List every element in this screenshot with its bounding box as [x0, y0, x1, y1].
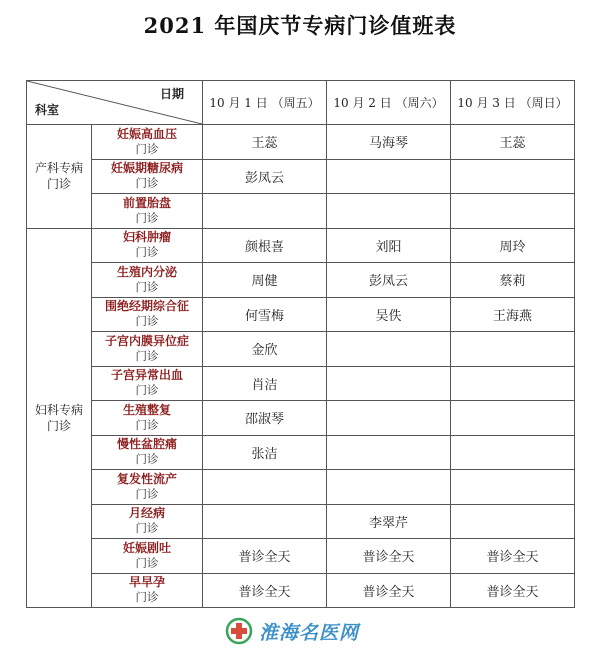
doctor-cell-day-2: [327, 470, 451, 505]
clinic-cell: [92, 435, 203, 470]
clinic-name: 复发性流产: [116, 471, 177, 486]
doctor-cell-day-1: 金欣: [203, 332, 327, 367]
clinic-cell: [92, 573, 203, 608]
clinic-subtitle: 门诊: [135, 279, 159, 294]
clinic-name: 子宫异常出血: [110, 368, 183, 383]
page-title: 2021 年国庆节专病门诊值班表: [143, 13, 457, 38]
clinic-name: 生殖内分泌: [116, 264, 177, 279]
doctor-cell-day-2: 刘阳: [327, 228, 451, 263]
doctor-cell-day-3: 普诊全天: [451, 573, 575, 608]
doctor-cell-day-1: [203, 194, 327, 229]
doctor-cell-day-3: [451, 504, 575, 539]
doctor-cell-day-2: 吴佚: [327, 297, 451, 332]
department-name-line2: 门诊: [46, 418, 71, 433]
clinic-cell: [92, 125, 203, 160]
department-column-label: 科室: [35, 103, 60, 117]
watermark-text: 淮海名医网: [259, 621, 360, 644]
clinic-cell: [92, 539, 203, 574]
table-row: [27, 228, 575, 263]
doctor-cell-day-1: 张洁: [203, 435, 327, 470]
header-corner-cell: [27, 81, 203, 125]
clinic-subtitle: 门诊: [135, 176, 159, 191]
clinic-cell: [92, 194, 203, 229]
clinic-name: 围绝经期综合征: [104, 299, 189, 314]
doctor-cell-day-2: 李翠芹: [327, 504, 451, 539]
clinic-name: 早早孕: [128, 575, 165, 590]
doctor-cell-day-1: 王蕊: [203, 125, 327, 160]
clinic-subtitle: 门诊: [135, 245, 159, 260]
clinic-cell: [92, 228, 203, 263]
clinic-cell: [92, 297, 203, 332]
clinic-subtitle: 门诊: [135, 314, 159, 329]
table-row: [27, 470, 575, 505]
clinic-name: 妊娠期糖尿病: [110, 161, 183, 176]
clinic-cell: [92, 504, 203, 539]
clinic-subtitle: 门诊: [135, 486, 159, 501]
watermark: [225, 616, 359, 646]
clinic-subtitle: 门诊: [135, 521, 159, 536]
clinic-subtitle: 门诊: [135, 452, 159, 467]
table-row: [27, 366, 575, 401]
doctor-cell-day-2: 马海琴: [327, 125, 451, 160]
doctor-cell-day-1: 普诊全天: [203, 573, 327, 608]
clinic-name: 子宫内膜异位症: [104, 333, 189, 348]
department-name-line1: 妇科专病: [34, 402, 83, 417]
doctor-cell-day-3: 王海燕: [451, 297, 575, 332]
schedule-table: [26, 80, 575, 608]
clinic-cell: [92, 470, 203, 505]
clinic-cell: [92, 263, 203, 298]
doctor-cell-day-3: [451, 366, 575, 401]
clinic-name: 前置胎盘: [122, 195, 171, 210]
doctor-cell-day-3: [451, 159, 575, 194]
clinic-subtitle: 门诊: [135, 348, 159, 363]
table-row: [27, 539, 575, 574]
doctor-cell-day-2: 普诊全天: [327, 539, 451, 574]
doctor-cell-day-1: 肖洁: [203, 366, 327, 401]
doctor-cell-day-2: 彭凤云: [327, 263, 451, 298]
doctor-cell-day-3: [451, 435, 575, 470]
doctor-cell-day-3: [451, 401, 575, 436]
doctor-cell-day-2: [327, 194, 451, 229]
department-name-line1: 产科专病: [34, 161, 83, 176]
doctor-cell-day-2: [327, 366, 451, 401]
clinic-subtitle: 门诊: [135, 210, 159, 225]
medical-cross-logo-icon: [225, 617, 253, 645]
clinic-subtitle: 门诊: [135, 555, 159, 570]
day-header-3: 10 月 3 日 （周日）: [451, 81, 575, 125]
clinic-cell: [92, 366, 203, 401]
table-row: [27, 125, 575, 160]
clinic-name: 妊娠剧吐: [122, 540, 171, 555]
doctor-cell-day-3: 普诊全天: [451, 539, 575, 574]
clinic-name: 生殖整复: [122, 402, 171, 417]
clinic-name: 妊娠高血压: [116, 126, 177, 141]
table-row: [27, 401, 575, 436]
table-row: [27, 332, 575, 367]
table-row: [27, 263, 575, 298]
table-row: [27, 504, 575, 539]
clinic-cell: [92, 159, 203, 194]
doctor-cell-day-2: [327, 401, 451, 436]
clinic-name: 妇科肿瘤: [122, 230, 171, 245]
table-row: [27, 435, 575, 470]
table-row: [27, 159, 575, 194]
doctor-cell-day-3: [451, 194, 575, 229]
table-row: [27, 194, 575, 229]
department-name-line2: 门诊: [46, 177, 71, 192]
doctor-cell-day-2: 普诊全天: [327, 573, 451, 608]
clinic-subtitle: 门诊: [135, 590, 159, 605]
table-row: [27, 297, 575, 332]
clinic-subtitle: 门诊: [135, 141, 159, 156]
doctor-cell-day-2: [327, 332, 451, 367]
clinic-name: 慢性盆腔痛: [116, 437, 177, 452]
doctor-cell-day-1: 颜根喜: [203, 228, 327, 263]
doctor-cell-day-3: [451, 332, 575, 367]
date-column-label: 日期: [159, 87, 184, 101]
department-cell: [27, 228, 92, 608]
doctor-cell-day-1: 彭凤云: [203, 159, 327, 194]
day-header-1: 10 月 1 日 （周五）: [203, 81, 327, 125]
clinic-cell: [92, 401, 203, 436]
doctor-cell-day-2: [327, 159, 451, 194]
doctor-cell-day-1: 邵淑琴: [203, 401, 327, 436]
doctor-cell-day-1: 普诊全天: [203, 539, 327, 574]
doctor-cell-day-3: 王蕊: [451, 125, 575, 160]
clinic-name: 月经病: [128, 506, 165, 521]
clinic-subtitle: 门诊: [135, 417, 159, 432]
doctor-cell-day-3: [451, 470, 575, 505]
clinic-cell: [92, 332, 203, 367]
doctor-cell-day-1: [203, 470, 327, 505]
day-header-2: 10 月 2 日 （周六）: [327, 81, 451, 125]
doctor-cell-day-3: 周玲: [451, 228, 575, 263]
doctor-cell-day-1: 周健: [203, 263, 327, 298]
schedule-body: [27, 125, 575, 608]
doctor-cell-day-1: 何雪梅: [203, 297, 327, 332]
doctor-cell-day-1: [203, 504, 327, 539]
table-header-row: [27, 81, 575, 125]
clinic-subtitle: 门诊: [135, 383, 159, 398]
table-row: [27, 573, 575, 608]
doctor-cell-day-2: [327, 435, 451, 470]
doctor-cell-day-3: 蔡莉: [451, 263, 575, 298]
department-cell: [27, 125, 92, 229]
